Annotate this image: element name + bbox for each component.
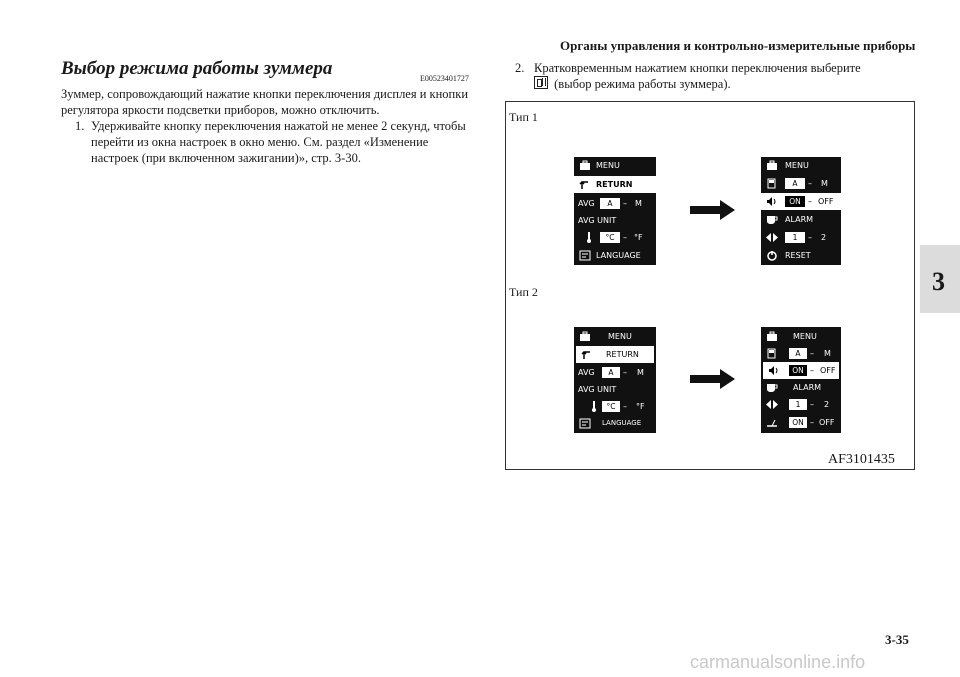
- intro-paragraph: Зуммер, сопровождающий нажатие кнопки переключения дисплея и кнопки регулятора яркости подсветки приборов, можно отключить.: [61, 87, 469, 117]
- coffee-cup-icon: [766, 214, 778, 225]
- buzzer-icon: [534, 76, 548, 89]
- running-header: Органы управления и контрольно-измерительные приборы: [560, 38, 916, 53]
- step-1-number: 1.: [75, 119, 85, 133]
- type2-menu-screen: [574, 327, 656, 433]
- turn-signal-icon: [766, 399, 778, 410]
- step-2-text-after: (выбор режима работы зуммера).: [554, 77, 731, 91]
- step-2-text: [534, 60, 914, 92]
- thermometer-icon: [583, 232, 595, 243]
- buzzer-icon: [766, 196, 778, 207]
- menu-title-row: MENU: [761, 157, 841, 174]
- thermometer-icon: [588, 401, 600, 412]
- turn-signal-icon: [766, 232, 778, 243]
- page-number: 3-35: [885, 632, 909, 647]
- step-2-number: 2.: [515, 61, 525, 75]
- avg-row: AVG A – M: [578, 199, 642, 208]
- reset-icon: [766, 250, 778, 261]
- buzzer-icon: [768, 365, 780, 376]
- type-2-label: Тип 2: [509, 285, 538, 299]
- alarm-row: ALARM: [761, 211, 841, 228]
- toolbox-icon: [766, 160, 778, 171]
- return-row: RETURN: [574, 176, 656, 193]
- type1-menu-screen-buzzer: [761, 157, 841, 265]
- turn-row: 1 – 2: [761, 396, 841, 413]
- fuel-icon: [766, 348, 778, 359]
- wiper-row: ON – OFF: [761, 414, 841, 431]
- section-title: Выбор режима работы зуммера: [61, 58, 333, 79]
- menu-title-row: MENU: [574, 328, 656, 345]
- temp-row: °C – °F: [574, 229, 656, 246]
- temp-row: °C – °F: [574, 398, 656, 415]
- row-1: A – M: [761, 175, 841, 192]
- type-1-label: Тип 1: [509, 110, 538, 124]
- figure-frame: [505, 101, 915, 470]
- watermark: carmanualsonline.info: [690, 652, 866, 672]
- language-row: LANGUAGE: [574, 247, 656, 264]
- menu-title-row: MENU: [574, 157, 656, 174]
- avg-row: AVG A – M: [578, 368, 644, 377]
- coffee-cup-icon: [766, 382, 778, 393]
- avg-unit-row: AVG UNIT: [578, 216, 617, 225]
- avg-unit-row: AVG UNIT: [578, 385, 617, 394]
- wiper-icon: [766, 417, 778, 428]
- step-1-text: Удерживайте кнопку переключения нажатой не менее 2 секунд, чтобы перейти из окна настроек в окно меню. См. раздел «Изменение настроек (при включенном зажигании)», стр. 3-30.: [91, 119, 466, 165]
- section-code: E00523401727: [420, 74, 469, 83]
- return-arrow-icon: [579, 179, 591, 190]
- row-1: A – M: [761, 345, 841, 362]
- alarm-row: ALARM: [761, 379, 841, 396]
- language-icon: [579, 250, 591, 261]
- step-2-text-before: Кратковременным нажатием кнопки переключения выберите: [534, 61, 861, 75]
- chapter-tab: [920, 245, 960, 313]
- toolbox-icon: [766, 331, 778, 342]
- turn-row: 1 – 2: [761, 229, 841, 246]
- arrow-right-icon: [690, 369, 735, 389]
- chapter-number: 3: [932, 267, 945, 296]
- return-row: RETURN: [576, 346, 654, 363]
- language-icon: [579, 418, 591, 429]
- type2-menu-screen-buzzer: [761, 327, 841, 433]
- fuel-icon: [766, 178, 778, 189]
- type1-menu-screen: [574, 157, 656, 265]
- menu-title-row: MENU: [761, 328, 841, 345]
- arrow-right-icon: [690, 200, 735, 220]
- language-row: LANGUAGE: [574, 415, 656, 432]
- buzzer-row: ON – OFF: [761, 193, 841, 210]
- figure-code: AF3101435: [828, 452, 895, 467]
- toolbox-icon: [579, 160, 591, 171]
- toolbox-icon: [579, 331, 591, 342]
- return-arrow-icon: [581, 349, 593, 360]
- reset-row: RESET: [761, 247, 841, 264]
- buzzer-row: ON – OFF: [763, 362, 839, 379]
